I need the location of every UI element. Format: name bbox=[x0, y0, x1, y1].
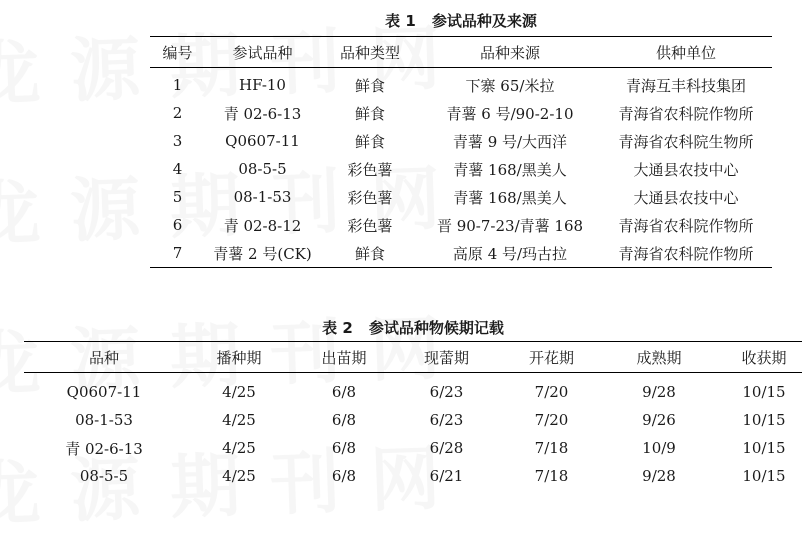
column-header: 编号 bbox=[162, 43, 193, 62]
table-cell: 青薯 9 号/大西洋 bbox=[452, 132, 568, 151]
table-cell: Q0607-11 bbox=[225, 132, 300, 150]
table-cell: 2 bbox=[172, 104, 183, 122]
table-cell: 彩色薯 bbox=[347, 160, 393, 179]
table-cell: 4 bbox=[172, 160, 183, 178]
table-cell: 青薯 2 号(CK) bbox=[213, 244, 312, 263]
table-cell: 晋 90-7-23/青薯 168 bbox=[436, 216, 584, 235]
table-cell: 6 bbox=[172, 216, 183, 234]
table-cell: 青 02-6-13 bbox=[223, 104, 302, 123]
table-cell: 4/25 bbox=[222, 383, 256, 401]
table-cell: 彩色薯 bbox=[347, 188, 393, 207]
table-cell: 7/20 bbox=[534, 411, 569, 429]
table-cell: 6/21 bbox=[429, 467, 464, 485]
table-row bbox=[150, 183, 772, 211]
table-cell: 08-1-53 bbox=[75, 411, 133, 429]
table-cell: 青薯 6 号/90-2-10 bbox=[446, 104, 574, 123]
column-header: 品种类型 bbox=[339, 43, 400, 62]
table-cell: 青海互丰科技集团 bbox=[625, 76, 746, 95]
table-cell: 4/25 bbox=[222, 411, 256, 429]
table-row bbox=[150, 127, 772, 155]
table-cell: 6/23 bbox=[429, 383, 464, 401]
table-row bbox=[150, 99, 772, 127]
table-cell: Q0607-11 bbox=[66, 383, 142, 401]
table-row bbox=[24, 373, 802, 407]
table-cell: 6/28 bbox=[429, 439, 464, 457]
column-header: 播种期 bbox=[216, 348, 262, 367]
table2 bbox=[24, 341, 802, 490]
column-header: 品种 bbox=[88, 348, 119, 367]
table-cell: 鲜食 bbox=[354, 76, 385, 95]
table-cell: 青薯 168/黑美人 bbox=[453, 188, 567, 207]
table-cell: 4/25 bbox=[222, 467, 256, 485]
table1-title: 参试品种及来源 bbox=[431, 12, 537, 30]
table2-caption bbox=[24, 317, 802, 338]
table-cell: 3 bbox=[172, 132, 183, 150]
column-header: 供种单位 bbox=[655, 43, 716, 62]
table-cell: 10/15 bbox=[742, 383, 786, 401]
table-cell: 10/15 bbox=[742, 467, 786, 485]
table1 bbox=[150, 36, 772, 268]
column-header: 收获期 bbox=[741, 348, 787, 367]
table-cell: 下寨 65/米拉 bbox=[465, 76, 555, 95]
column-header: 参试品种 bbox=[232, 43, 293, 62]
table1-caption bbox=[150, 10, 772, 31]
table-cell: 大通县农技中心 bbox=[633, 160, 739, 179]
table-cell: 大通县农技中心 bbox=[633, 188, 739, 207]
table-cell: 6/8 bbox=[331, 411, 357, 429]
table-row bbox=[150, 239, 772, 268]
table1-label: 表 1 bbox=[385, 12, 416, 30]
table-row bbox=[150, 211, 772, 239]
table-cell: 9/28 bbox=[642, 383, 676, 401]
table-row bbox=[24, 406, 802, 434]
table-cell: 6/8 bbox=[331, 383, 357, 401]
table-cell: 6/23 bbox=[429, 411, 464, 429]
table-cell: 7/20 bbox=[534, 383, 569, 401]
column-header: 成熟期 bbox=[636, 348, 682, 367]
table-cell: 青 02-8-12 bbox=[223, 216, 302, 235]
table-cell: 青海省农科院作物所 bbox=[618, 244, 754, 263]
table-cell: 6/8 bbox=[331, 467, 357, 485]
table-cell: 4/25 bbox=[222, 439, 256, 457]
table-cell: 青海省农科院作物所 bbox=[618, 216, 754, 235]
column-header: 现蕾期 bbox=[423, 348, 469, 367]
table-cell: 青薯 168/黑美人 bbox=[453, 160, 567, 179]
column-header: 品种来源 bbox=[479, 43, 540, 62]
table-cell: 7/18 bbox=[534, 439, 569, 457]
table-cell: 7 bbox=[172, 244, 183, 262]
table2-title: 参试品种物候期记载 bbox=[368, 319, 504, 337]
column-header: 出苗期 bbox=[321, 348, 367, 367]
table-cell: 08-1-53 bbox=[233, 188, 292, 206]
table-cell: 鲜食 bbox=[354, 244, 385, 263]
table-cell: 7/18 bbox=[534, 467, 569, 485]
table-cell: 鲜食 bbox=[354, 104, 385, 123]
table-cell: 9/28 bbox=[642, 467, 676, 485]
table-cell: HF-10 bbox=[239, 76, 286, 94]
table2-label: 表 2 bbox=[322, 319, 353, 337]
table1-header-row bbox=[150, 37, 772, 68]
table-cell: 青 02-6-13 bbox=[65, 439, 143, 458]
table-cell: 彩色薯 bbox=[347, 216, 393, 235]
table-cell: 鲜食 bbox=[354, 132, 385, 151]
table-cell: 青海省农科院生物所 bbox=[618, 132, 754, 151]
table-cell: 1 bbox=[172, 76, 183, 94]
table-cell: 9/26 bbox=[642, 411, 676, 429]
table-cell: 08-5-5 bbox=[238, 160, 287, 178]
table-cell: 08-5-5 bbox=[79, 467, 129, 485]
table-cell: 10/9 bbox=[642, 439, 676, 457]
table-cell: 高原 4 号/玛古拉 bbox=[452, 244, 568, 263]
column-header: 开花期 bbox=[528, 348, 574, 367]
table-row bbox=[24, 434, 802, 462]
table-cell: 5 bbox=[172, 188, 183, 206]
table-row bbox=[150, 155, 772, 183]
table2-header-row bbox=[24, 342, 802, 373]
table-row bbox=[150, 68, 772, 100]
table-cell: 青海省农科院作物所 bbox=[618, 104, 754, 123]
table-cell: 10/15 bbox=[742, 411, 786, 429]
table-cell: 10/15 bbox=[742, 439, 786, 457]
table-cell: 6/8 bbox=[331, 439, 357, 457]
